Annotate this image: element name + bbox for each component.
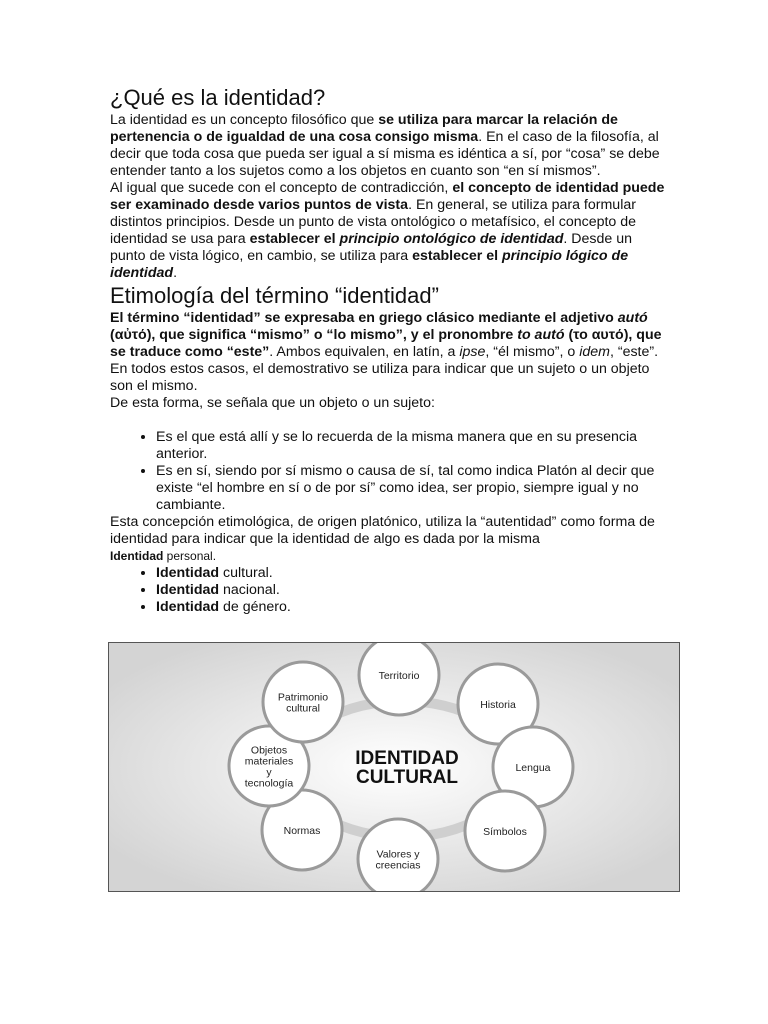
paragraph-etimologia [110, 310, 670, 395]
text-run: establecer el [249, 231, 340, 247]
identidad-cultural-diagram [108, 642, 680, 892]
diagram-node [358, 819, 438, 891]
list-item: • Es el que está allí y se lo recuerda de la misma manera que en su presencia anterior. [156, 429, 670, 463]
paragraph-definicion [110, 112, 670, 180]
text-run: , “él mismo”, o [485, 344, 580, 360]
text-run: principio lógico de identidad [110, 248, 629, 281]
list-item: • Es en sí, siendo por sí mismo o causa de sí, tal como indica Platón al decir que existe “el hombre en sí o de por sí” como idea, ser propio, siempre igual y no cambiante. [156, 463, 670, 514]
text-run: autó [617, 310, 648, 326]
paragraph-concepcion: Esta concepción etimológica, de origen platónico, utiliza la “autentidad” como forma de identidad para indicar que la identidad de algo es dada por la misma [110, 514, 655, 547]
text-run: se utiliza para marcar la relación de pertenencia o de igualdad de una cosa consigo misma [110, 112, 618, 145]
text-run: , “este”. En todos estos casos, el demostrativo se utiliza para indicar que un sujeto o un objeto son el mismo. [110, 344, 659, 394]
text-run: el concepto de identidad puede ser examinado desde varios puntos de vista [110, 180, 665, 213]
diagram-node [359, 643, 439, 715]
text-run: idem [579, 344, 610, 360]
diagram-node-label: Historia [480, 699, 516, 711]
diagram-node-label: tecnología [244, 777, 294, 790]
document-page [110, 84, 670, 616]
diagram-node-label: Patrimonio [277, 691, 329, 704]
paragraph-identidad-personal: Identidad personal. [110, 549, 217, 563]
text-run: . En el caso de la filosofía, al decir que toda cosa que pueda ser igual a sí misma es idéntica a sí, por “cosa” se debe entender tanto a los sujetos como a los objetos en cuanto son “en sí mismos”. [110, 129, 660, 179]
text-run: establecer el [412, 248, 502, 264]
diagram-node-label: y [266, 766, 272, 779]
text-run: (το αυτό), que se traduce como “este” [110, 327, 662, 360]
diagram-node-label: Valores y [376, 848, 420, 861]
text-run: La identidad es un concepto filosófico que [110, 112, 379, 128]
section-title-identidad: ¿Qué es la identidad? [110, 85, 326, 110]
list-item: • Identidad de género. [156, 599, 670, 616]
text-run: Al igual que sucede con el concepto de contradicción, [110, 180, 453, 196]
diagram-node-label: cultural [286, 702, 320, 715]
text-run: (αὐτό), que significa “mismo” o “lo mismo”, y el pronombre [110, 327, 518, 343]
diagram-node-label: Objetos [250, 744, 288, 757]
section-title-etimologia: Etimología del término “identidad” [110, 283, 439, 308]
diagram-node-label: materiales [244, 755, 294, 768]
diagram-node-label: Símbolos [483, 826, 527, 838]
text-run: to autó [517, 327, 565, 343]
bullet-list-identidades [110, 565, 670, 616]
diagram-node [263, 662, 343, 742]
diagram-node [465, 791, 545, 871]
diagram-node-label: Lengua [515, 762, 551, 774]
diagram-center-line-2: CULTURAL [355, 767, 459, 788]
text-run: . Ambos equivalen, en latín, a [269, 344, 460, 360]
text-run: El término “identidad” se expresaba en griego clásico mediante el adjetivo [110, 310, 618, 326]
text-run: principio ontológico de identidad [339, 231, 564, 247]
text-run: ipse [459, 344, 486, 360]
bullet-list-objeto [110, 429, 670, 514]
diagram-center-line-1: IDENTIDAD [355, 748, 459, 769]
paragraph-puntos-de-vista [110, 180, 670, 282]
text-run: . En general, se utiliza para formular distintos principios. Desde un punto de vista ontológico o metafísico, el concepto de identidad se usa para [110, 197, 637, 247]
text-run: . [173, 265, 178, 281]
paragraph-senala: De esta forma, se señala que un objeto o un sujeto: [110, 395, 435, 411]
diagram-canvas [109, 643, 679, 891]
text-run: . Desde un punto de vista lógico, en cambio, se utiliza para [110, 231, 633, 264]
diagram-node-label: Territorio [378, 670, 420, 682]
list-item: • Identidad nacional. [156, 582, 670, 599]
diagram-node-label: Normas [283, 825, 321, 837]
diagram-node-label: creencias [375, 859, 421, 872]
list-item: • Identidad cultural. [156, 565, 670, 582]
